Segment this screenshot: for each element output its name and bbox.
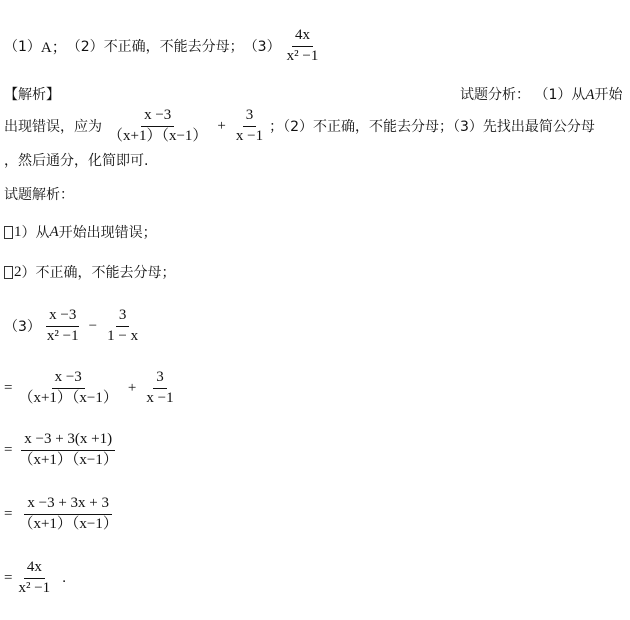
fraction-denominator: （x+1）（x−1） bbox=[18, 515, 118, 532]
fraction-numerator: x −3 bbox=[141, 108, 174, 127]
solution-item-1 bbox=[4, 222, 157, 242]
step2-frac bbox=[15, 432, 120, 469]
analysis-s1-line2: 出现错误，应为 bbox=[4, 119, 102, 136]
fraction-denominator: x² −1 bbox=[18, 579, 51, 596]
fraction-denominator: x −1 bbox=[235, 127, 264, 144]
fraction-numerator: x −3 bbox=[52, 370, 85, 389]
step0-frac-b bbox=[104, 308, 141, 345]
equals-sign: = bbox=[4, 569, 13, 586]
analysis-frac-b bbox=[233, 108, 266, 145]
missing-glyph-box-icon bbox=[4, 226, 13, 239]
analysis-s1-tail: 开始 bbox=[594, 87, 623, 103]
fraction-denominator: x² −1 bbox=[46, 327, 79, 344]
fraction-denominator: （x+1）（x−1） bbox=[18, 389, 118, 406]
analysis-s1-var: A bbox=[585, 87, 595, 103]
analysis-s1-lead: （1）从 bbox=[534, 87, 586, 103]
answer-part3-label: （3） bbox=[243, 39, 281, 56]
equals-sign: = bbox=[4, 505, 13, 522]
missing-glyph-box-icon bbox=[4, 266, 13, 279]
solution-item2-number: 2 bbox=[14, 263, 22, 280]
solution-step-4 bbox=[4, 560, 66, 597]
fraction-denominator: x −1 bbox=[146, 389, 174, 406]
answer-part2-text: 不正确，不能去分母； bbox=[103, 39, 244, 56]
solution-heading-line bbox=[4, 184, 74, 204]
solution-step-1 bbox=[4, 370, 180, 407]
analysis-s2-text: ；（2）不正确，不能去分母；（3）先找出最简公分母 bbox=[269, 119, 595, 136]
answer-part1-label: （1） bbox=[4, 39, 41, 56]
answer-line bbox=[4, 28, 324, 65]
fraction-denominator: 1 − x bbox=[107, 327, 139, 344]
fraction-denominator: （x+1）（x−1） bbox=[108, 127, 208, 144]
solution-item-2 bbox=[4, 262, 176, 282]
solution-item1-var: A bbox=[49, 223, 59, 240]
analysis-summary-start bbox=[460, 84, 623, 104]
answer-part1-value: A； bbox=[40, 39, 67, 56]
fraction-numerator: x −3 bbox=[46, 308, 79, 327]
solution-item1-text-b: 开始出现错误； bbox=[58, 225, 157, 241]
equals-sign: = bbox=[4, 379, 13, 396]
fraction-numerator: 3 bbox=[243, 108, 257, 127]
solution-item1-text-a: ）从 bbox=[21, 225, 50, 241]
equals-sign: = bbox=[4, 441, 13, 458]
step1-frac-a bbox=[15, 370, 120, 407]
solution-step-3 bbox=[4, 496, 124, 533]
fraction-numerator: x −3 + 3(x +1) bbox=[21, 432, 115, 451]
fraction-denominator: x² −1 bbox=[286, 47, 319, 64]
analysis-line-2 bbox=[4, 108, 595, 145]
solution-heading: 试题解析： bbox=[4, 187, 74, 203]
analysis-line-3 bbox=[4, 150, 148, 170]
plus-operator: + bbox=[127, 379, 137, 396]
solution-item1-number: 1 bbox=[14, 223, 22, 240]
plus-operator: + bbox=[217, 117, 226, 134]
step4-frac bbox=[15, 560, 53, 597]
analysis-summary-label: 试题分析： bbox=[460, 87, 530, 103]
fraction-numerator: 3 bbox=[153, 370, 167, 389]
answer-part2-label: （2） bbox=[66, 39, 104, 56]
step0-frac-a bbox=[44, 308, 82, 345]
solution-item3-label: （3） bbox=[4, 319, 41, 336]
step1-frac-b bbox=[143, 370, 176, 407]
analysis-heading-line bbox=[4, 84, 60, 104]
answer-part3-fraction bbox=[284, 28, 322, 65]
analysis-frac-a bbox=[105, 108, 210, 145]
analysis-s3-text: ，然后通分，化简即可. bbox=[4, 153, 149, 169]
solution-step-2 bbox=[4, 432, 124, 469]
fraction-denominator: （x+1）（x−1） bbox=[18, 451, 118, 468]
end-period: . bbox=[62, 569, 66, 586]
fraction-numerator: 3 bbox=[116, 308, 130, 327]
fraction-numerator: 4x bbox=[292, 28, 313, 47]
minus-operator: − bbox=[88, 317, 98, 334]
solution-item2-text: ）不正确，不能去分母； bbox=[21, 265, 176, 281]
step3-frac bbox=[15, 496, 120, 533]
analysis-heading: 【解析】 bbox=[4, 87, 60, 103]
fraction-numerator: x −3 + 3x + 3 bbox=[24, 496, 112, 515]
solution-step-0 bbox=[4, 308, 144, 345]
fraction-numerator: 4x bbox=[24, 560, 45, 579]
